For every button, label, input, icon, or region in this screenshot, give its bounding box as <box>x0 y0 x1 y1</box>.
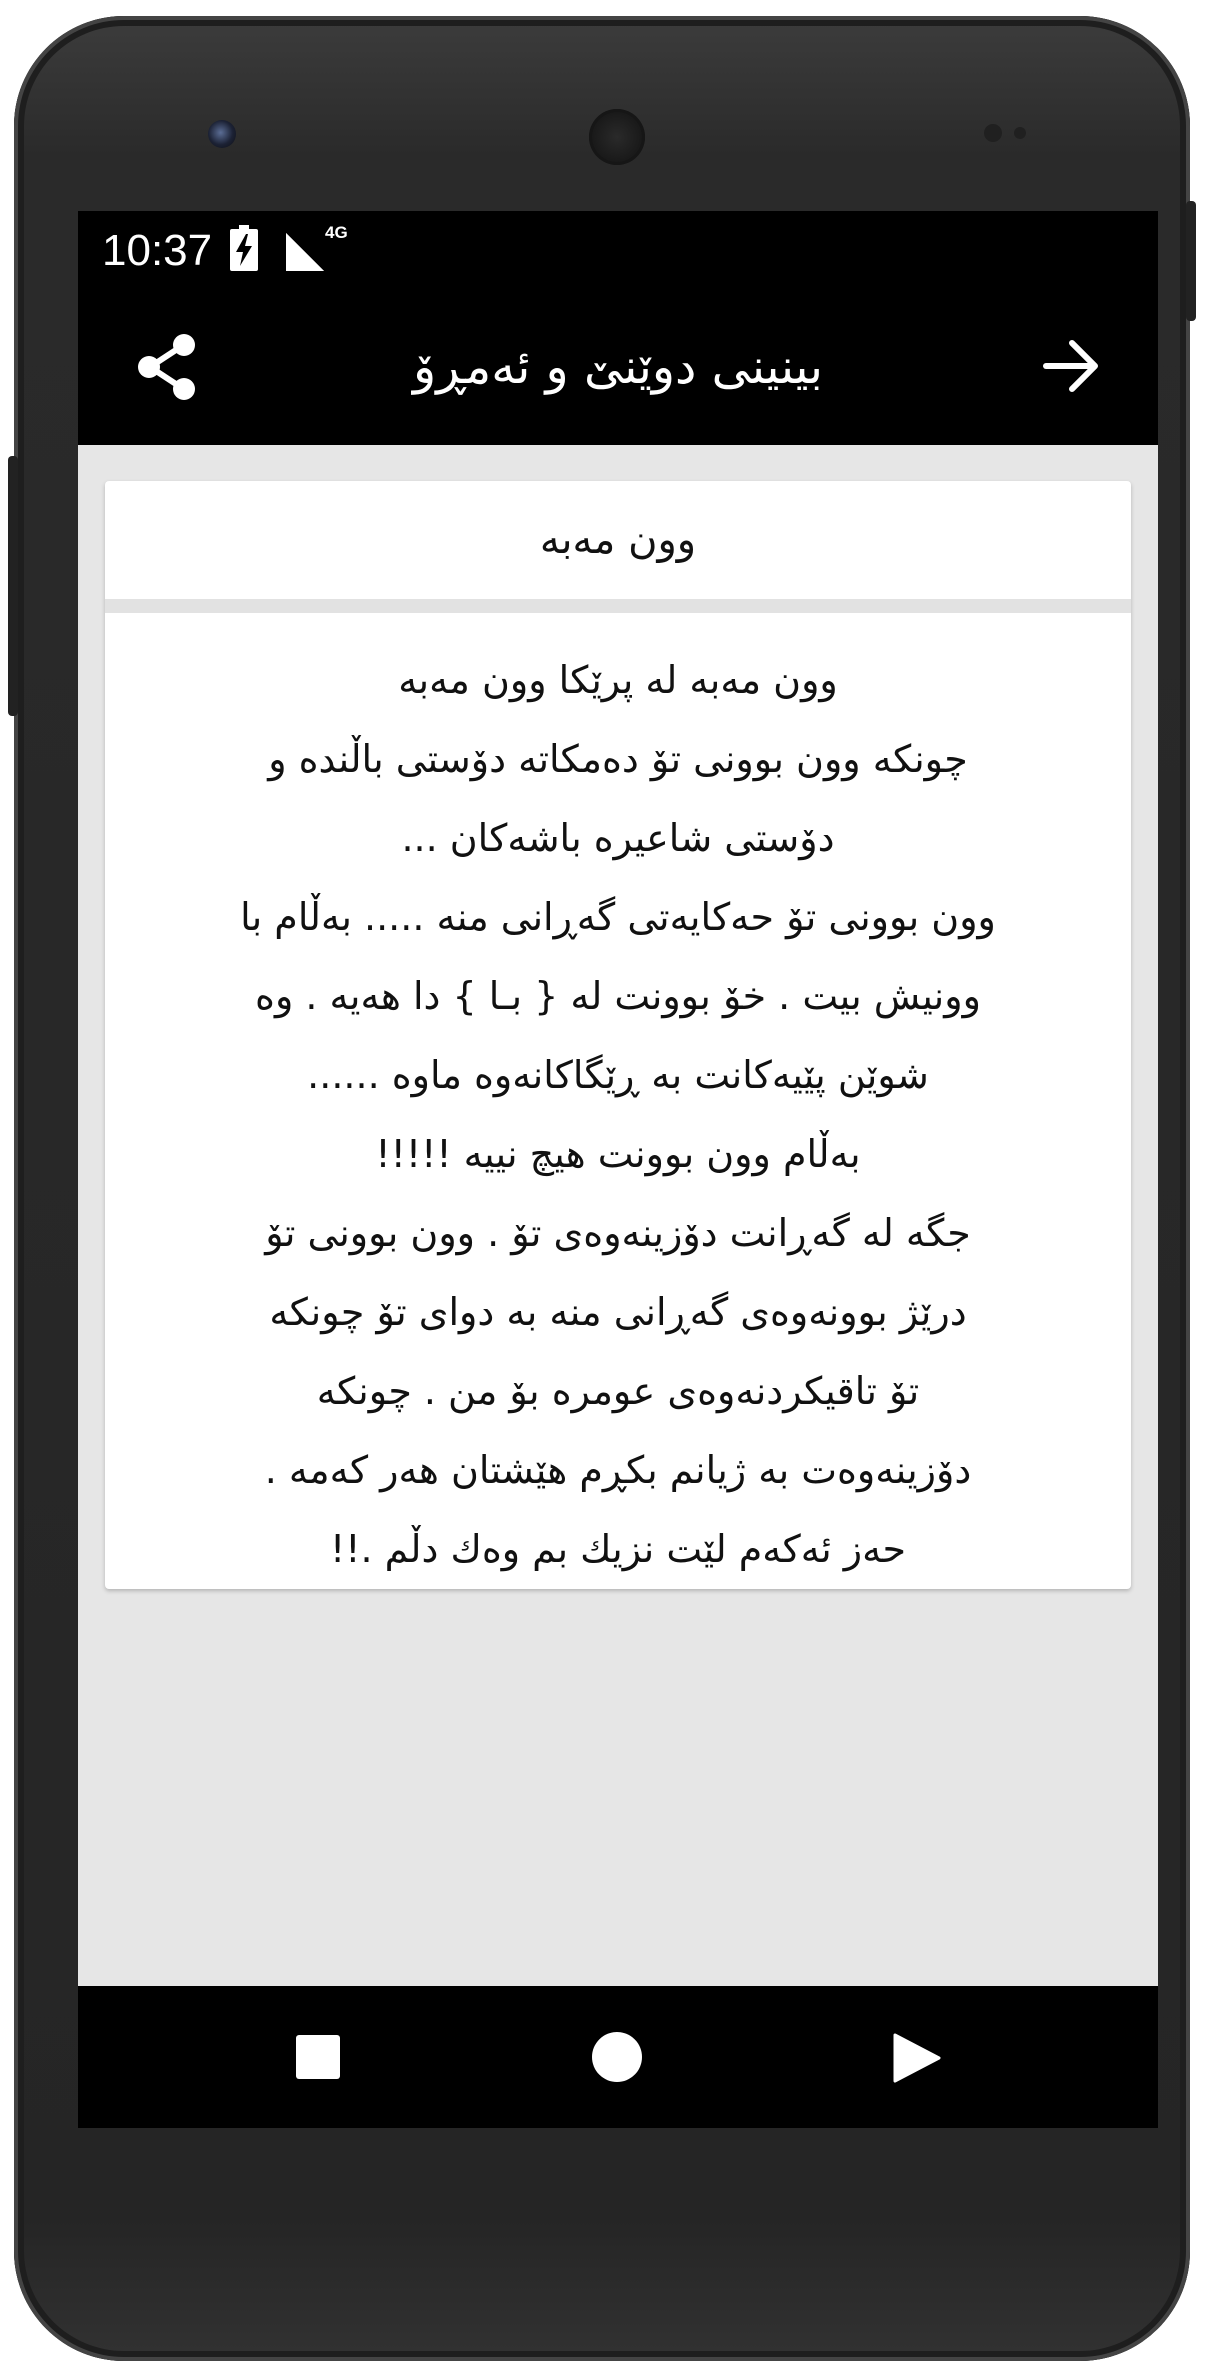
volume-button <box>1186 201 1196 321</box>
navigation-bar <box>78 1986 1158 2128</box>
home-icon[interactable] <box>592 2032 642 2082</box>
page-title: بینینی دوێنێ و ئەمڕۆ <box>413 339 823 395</box>
poem-line: دۆستی شاعیرە باشەکان ... <box>401 816 835 860</box>
arrow-forward-icon[interactable] <box>1038 333 1104 399</box>
poem-title: وون مەبە <box>539 517 697 563</box>
back-triangle-icon[interactable] <box>893 2033 941 2083</box>
recent-apps-icon[interactable] <box>296 2035 340 2079</box>
poem-line: وونیش بیت . خۆ بوونت لە { بـا } دا هەیە . وە <box>255 974 981 1018</box>
poem-line: حەز ئەکەم لێت نزیك بم وەك دڵم .!! <box>330 1527 906 1571</box>
poem-line: چونکە وون بوونی تۆ دەمکاتە دۆستی باڵندە و <box>268 737 968 781</box>
poem-card <box>105 481 1131 1589</box>
app-toolbar <box>78 291 1158 445</box>
poem-line: تۆ تاقیکردنەوەی عومرە بۆ من . چونکە <box>316 1369 920 1413</box>
screen <box>78 211 1158 2128</box>
power-button <box>8 456 18 716</box>
poem-line: بەڵام وون بوونت هیچ نییە !!!!! <box>375 1132 861 1176</box>
proximity-sensor <box>984 124 1002 142</box>
network-type-label: 4G <box>325 223 348 242</box>
earpiece-speaker <box>589 109 645 165</box>
battery-charging-icon <box>230 225 258 271</box>
poem-line: دۆزینەوەت بە ژیانم بکڕم هێشتان هەر کەمە . <box>264 1448 972 1492</box>
status-bar <box>78 211 1158 291</box>
poem-line: وون بوونی تۆ حەکایەتی گەڕانی منە ..... بەڵام با <box>240 895 996 939</box>
status-time: 10:37 <box>102 226 213 275</box>
share-icon[interactable] <box>132 331 204 403</box>
front-camera <box>208 120 236 148</box>
poem-line: شوێن پێیەکانت بە ڕێگاکانەوە ماوە ...... <box>307 1053 929 1097</box>
poem-line: جگە لە گەڕانت دۆزینەوەی تۆ . وون بوونی تۆ <box>265 1211 971 1255</box>
light-sensor <box>1014 127 1026 139</box>
phone-frame <box>14 16 1190 2361</box>
signal-4g-icon <box>284 221 348 273</box>
poem-line: درێژ بوونەوەی گەڕانی منە بە دوای تۆ چونکە <box>269 1290 967 1334</box>
poem-line: وون مەبە لە پرێکا وون مەبە <box>398 658 838 702</box>
card-divider <box>105 599 1131 613</box>
poem-body <box>135 641 1101 1589</box>
